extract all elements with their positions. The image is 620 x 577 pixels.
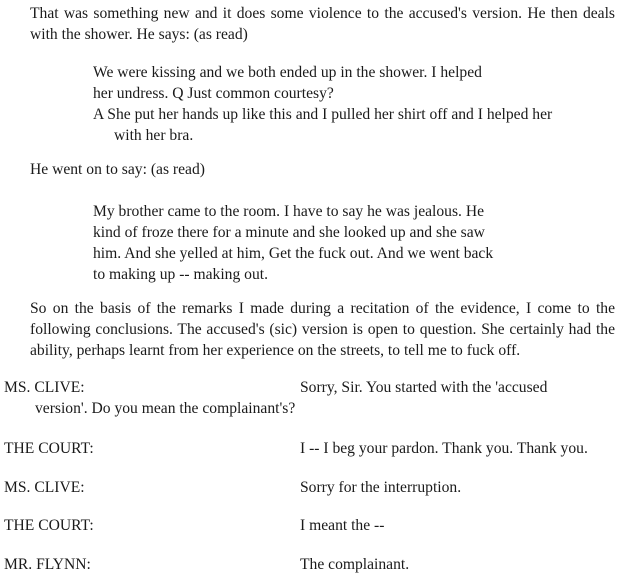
speaker-name: MS. CLIVE:	[4, 379, 85, 396]
intro-paragraph: That was something new and it does some violence to the accused's version. He then deals with the shower. He says: (as read)	[30, 5, 615, 43]
quote-line: her undress. Q Just common courtesy?	[93, 85, 334, 102]
transcript-entry	[4, 438, 614, 459]
speech-text: I -- I beg your pardon. Thank you. Thank you.	[300, 440, 588, 457]
speech-text: I meant the --	[300, 517, 385, 534]
speaker-name: MS. CLIVE:	[4, 479, 85, 496]
speech-text: Sorry, Sir. You started with the 'accused	[300, 379, 548, 396]
transcript-entry	[4, 554, 614, 575]
speech-text: The complainant.	[300, 556, 410, 573]
quoted-testimony-2	[93, 201, 533, 285]
transcript-entry	[4, 515, 614, 536]
speech-text: Sorry for the interruption.	[300, 479, 462, 496]
went-on-paragraph: He went on to say: (as read)	[30, 161, 205, 178]
quote-line: We were kissing and we both ended up in the shower. I helped	[93, 64, 482, 81]
speaker-name: MR. FLYNN:	[4, 556, 91, 573]
transcript-entry	[4, 477, 614, 498]
transcript-entry	[4, 377, 614, 419]
quote-line: him. And she yelled at him, Get the fuck out. And we went back	[93, 245, 494, 262]
quoted-testimony-1	[93, 62, 553, 146]
quote-line: My brother came to the room. I have to say he was jealous. He	[93, 203, 485, 220]
speech-continuation: version'. Do you mean the complainant's?	[35, 400, 296, 417]
quote-answer: A She put her hands up like this and I pulled her shirt off and I helped her with her bra.	[93, 106, 553, 144]
quote-line: to making up -- making out.	[93, 266, 268, 283]
speaker-name: THE COURT:	[4, 517, 94, 534]
conclusion-paragraph: So on the basis of the remarks I made during a recitation of the evidence, I come to the following conclusions. The accused's (sic) version is open to question. She certainly had the ability, perhaps learnt from her experience on the streets, to tell me to fuck off.	[30, 300, 615, 359]
speaker-name: THE COURT:	[4, 440, 94, 457]
quote-line: kind of froze there for a minute and she looked up and she saw	[93, 224, 485, 241]
